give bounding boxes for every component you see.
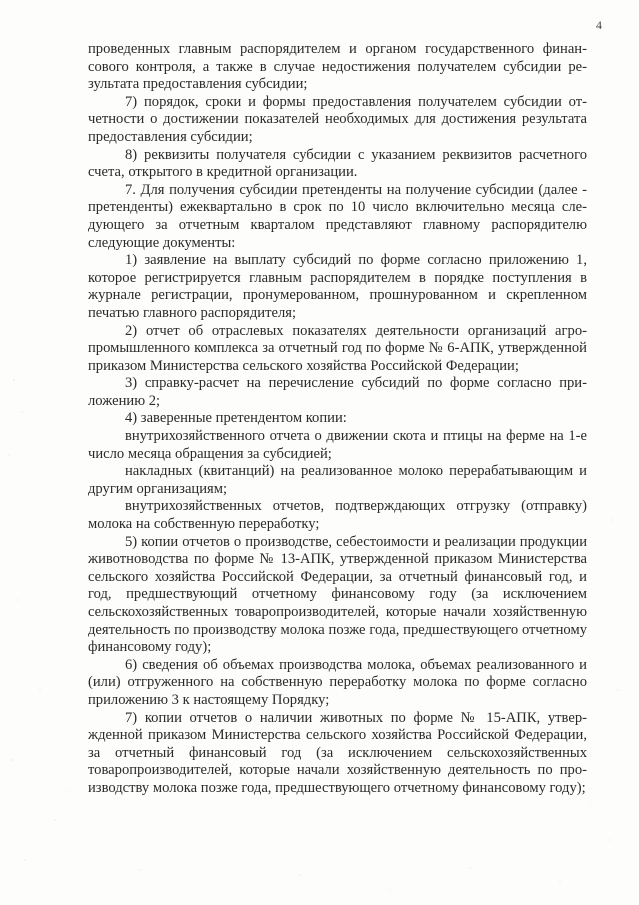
paragraph-copy-invoices: накладных (квитанций) на реализованное молоко перерабатывающим и другим организациям;	[88, 463, 587, 497]
paragraph-item-8-requisites: 8) реквизиты получателя субсидии с указанием реквизитов расчетного счета, открытого в кредитной организации.	[88, 146, 587, 181]
document-body	[88, 41, 587, 798]
paragraph-doc-6-milk-volumes: 6) сведения об объемах производства молока, объемах реализованного и (или) отгруженного на собственную переработку молока по форме согласно приложению 3 к настоящему Порядку;	[88, 656, 587, 708]
paragraph-copy-livestock-report: внутрихозяйственного отчета о движении скота и птицы на ферме на 1-е число месяца обращения за субсидией;	[88, 428, 587, 462]
paragraph-doc-4-copies: 4) заверенные претендентом копии:	[125, 410, 347, 427]
page-number: 4	[596, 18, 602, 32]
paragraph-doc-5-report-13-apk: 5) копии отчетов о производстве, себестоимости и реализации продукции животноводства по форме № 13-АПК, утвержденной приказом Министерства сельского хозяйства Российской Федерации, за отчетный финансовый год, и год, предшествующий отчетному финансовому году (за исключением сельскохозяйственных товаропроизводителей, которые начали хозяйственную деятельность по производству молока позже года, предшествующего отчетному финансовому году);	[88, 533, 587, 656]
paragraph-clause-7: 7. Для получения субсидии претенденты на получение субсидии (далее - претенденты) ежеквартально в срок по 10 число включительно месяца следующего за отчетным кварталом представляют главному распорядителю следующие документы:	[88, 181, 587, 251]
paragraph-doc-2-report-6-apk: 2) отчет об отраслевых показателях деятельности организаций агропромышленного комплекса за отчетный год по форме № 6-АПК, утвержденной приказом Министерства сельского хозяйства Российской Федерации;	[88, 322, 587, 374]
paragraph-copy-shipment-reports: внутрихозяйственных отчетов, подтверждающих отгрузку (отправку) молока на собственную переработку;	[88, 498, 587, 533]
paragraph-continuation: проведенных главным распорядителем и органом государственного финансового контроля, а также в случае недостижения получателем субсидии результата предоставления субсидии;	[88, 41, 587, 93]
paragraph-doc-7-report-15-apk: 7) копии отчетов о наличии животных по форме № 15-АПК, утвержденной приказом Министерства сельского хозяйства Российской Федерации, за отчетный финансовый год (за исключением сельскохозяйственных товаропроизводителей, которые начали хозяйственную деятельность по производству молока позже года, предшествующего отчетному финансовому году);	[88, 709, 587, 796]
paragraph-doc-1-application: 1) заявление на выплату субсидий по форме согласно приложению 1, которое регистрируется главным распорядителем в порядке поступления в журнале регистрации, пронумерованном, прошнурованном и скрепленном печатью главного распорядителя;	[88, 252, 587, 321]
paragraph-doc-3-calculation: 3) справку-расчет на перечисление субсидий по форме согласно приложению 2;	[88, 375, 587, 409]
paragraph-item-7-reporting: 7) порядок, сроки и формы предоставления получателем субсидии отчетности о достижении показателей необходимых для достижения результата предоставления субсидии;	[88, 93, 587, 145]
